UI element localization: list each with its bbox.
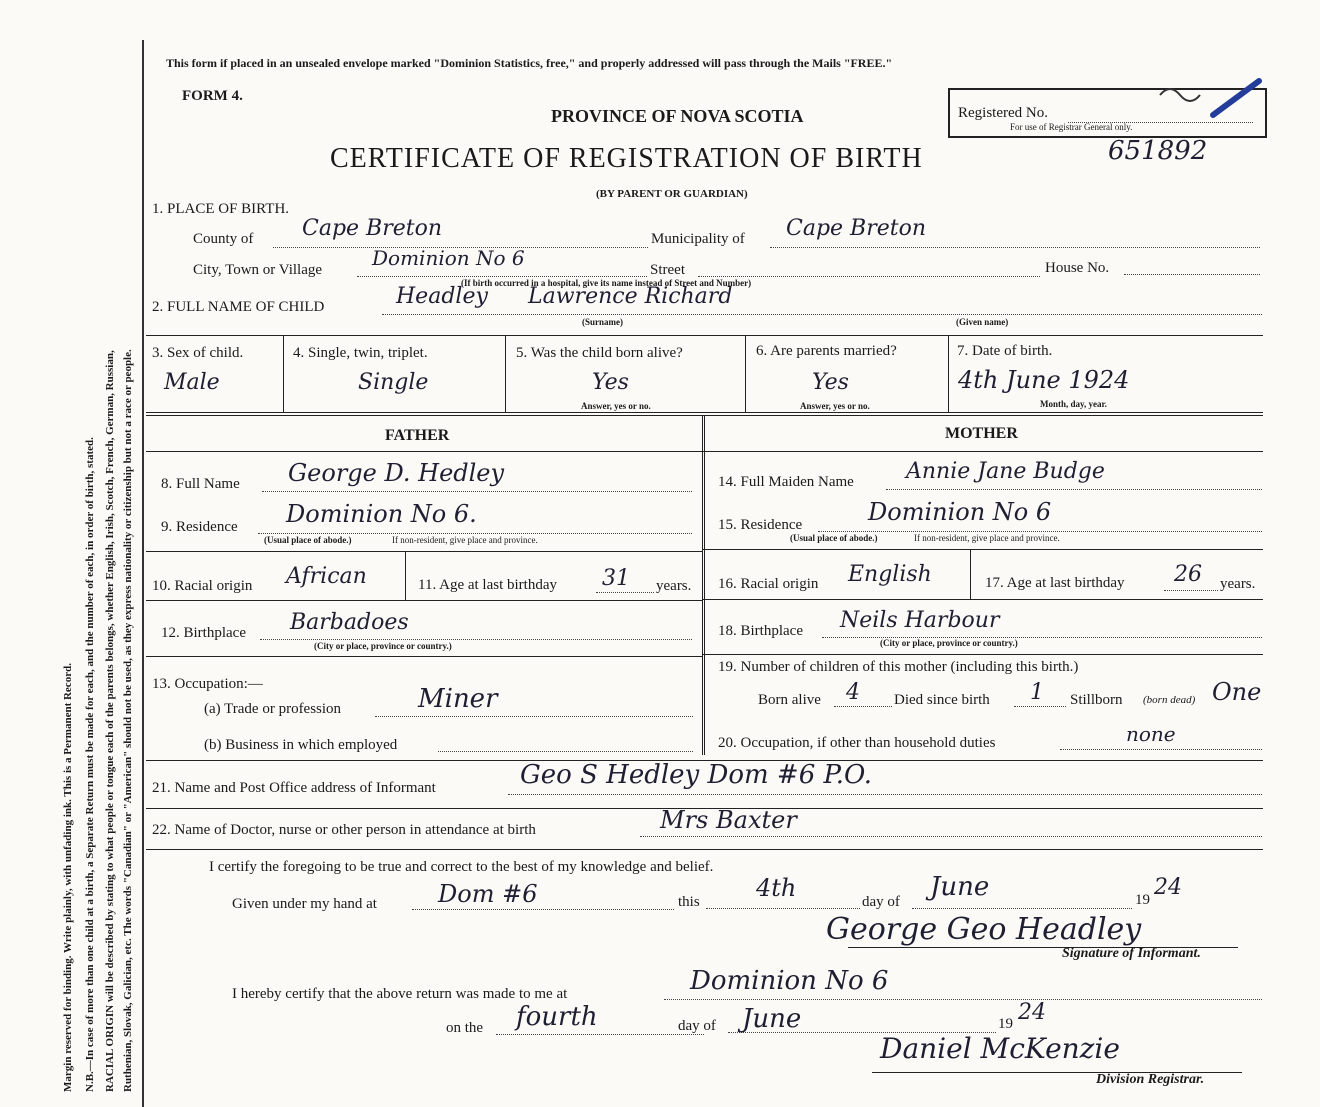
hospital-note: (If birth occurred in a hospital, give its name instead of Street and Number) bbox=[461, 278, 752, 288]
sex-label: 3. Sex of child. bbox=[152, 345, 244, 361]
registrar-day-of-label: day of bbox=[678, 1018, 716, 1034]
mother-name: Annie Jane Budge bbox=[906, 459, 1105, 484]
certification-statement: I certify the foregoing to be true and correct to the best of my knowledge and belief. bbox=[209, 859, 714, 875]
registrar-on-label: on the bbox=[446, 1020, 484, 1036]
mother-residence-caption-a: (Usual place of abode.) bbox=[790, 533, 878, 543]
father-name: George D. Hedley bbox=[288, 459, 505, 487]
father-name-label: 8. Full Name bbox=[161, 476, 240, 492]
mother-birthplace: Neils Harbour bbox=[840, 608, 1000, 633]
surname-caption: (Surname) bbox=[582, 317, 623, 327]
mother-born-alive-label: Born alive bbox=[758, 692, 821, 708]
registrar-caption: Division Registrar. bbox=[1096, 1072, 1205, 1087]
mother-stillborn-note: (born dead) bbox=[1143, 694, 1196, 706]
father-age-years: years. bbox=[656, 578, 692, 594]
mother-birthplace-caption: (City or place, province or country.) bbox=[880, 638, 1018, 648]
mother-name-label: 14. Full Maiden Name bbox=[718, 474, 854, 490]
father-racial: African bbox=[286, 564, 367, 589]
street-label: Street bbox=[650, 262, 685, 278]
dob-caption: Month, day, year. bbox=[1040, 399, 1107, 409]
father-birthplace: Barbadoes bbox=[290, 610, 409, 635]
informant-label: 21. Name and Post Office address of Informant bbox=[152, 780, 436, 796]
dob-value: 4th June 1924 bbox=[958, 366, 1130, 394]
child-given-names: Lawrence Richard bbox=[528, 284, 733, 309]
mother-born-alive: 4 bbox=[846, 680, 860, 705]
father-residence-caption-a: (Usual place of abode.) bbox=[264, 535, 352, 545]
mail-notice: This form if placed in an unsealed envelope marked "Dominion Statistics, free," and properly addressed will pass through the Mails "FREE." bbox=[166, 56, 893, 70]
doctor-label: 22. Name of Doctor, nurse or other person in attendance at birth bbox=[152, 822, 536, 838]
father-birthplace-caption: (City or place, province or country.) bbox=[314, 641, 452, 651]
father-residence-label: 9. Residence bbox=[161, 519, 238, 535]
place-of-birth-label: 1. PLACE OF BIRTH. bbox=[152, 201, 290, 217]
county-value: Cape Breton bbox=[302, 216, 443, 241]
mother-racial-label: 16. Racial origin bbox=[718, 576, 819, 592]
certificate-subtitle: (BY PARENT OR GUARDIAN) bbox=[596, 188, 748, 200]
registrar-mark-icon bbox=[1155, 75, 1265, 120]
city-value: Dominion No 6 bbox=[372, 246, 525, 270]
signature-caption: Signature of Informant. bbox=[1062, 946, 1201, 961]
registration-number: 651892 bbox=[1108, 136, 1208, 166]
given-place: Dom #6 bbox=[438, 880, 538, 908]
married-caption: Answer, yes or no. bbox=[800, 401, 870, 411]
margin-note-4: Ruthenian, Slovak, Galician, etc. The words "Canadian" or "American" should not be used, as they express nationality or citizenship but not a race or people. bbox=[122, 349, 134, 1092]
given-year-suffix: 24 bbox=[1154, 875, 1182, 900]
registered-label: Registered No. bbox=[958, 105, 1048, 121]
dob-label: 7. Date of birth. bbox=[957, 343, 1053, 359]
father-age-label: 11. Age at last birthday bbox=[418, 577, 557, 593]
county-label: County of bbox=[193, 231, 254, 247]
father-occupation-label: 13. Occupation:— bbox=[152, 676, 263, 692]
doctor-value: Mrs Baxter bbox=[660, 806, 797, 834]
registrar-place: Dominion No 6 bbox=[690, 966, 889, 996]
plurality-label: 4. Single, twin, triplet. bbox=[293, 345, 428, 361]
registrar-month: June bbox=[742, 1004, 802, 1034]
mother-died-label: Died since birth bbox=[894, 692, 990, 708]
city-label: City, Town or Village bbox=[193, 262, 323, 278]
mother-occupation: none bbox=[1126, 722, 1176, 746]
mother-age-label: 17. Age at last birthday bbox=[985, 575, 1125, 591]
margin-note-2: N.B.—In case of more than one child at a birth, a Separate Return must be made for each, and the number of each, in order of birth, stated. bbox=[84, 437, 96, 1092]
mother-residence-label: 15. Residence bbox=[718, 517, 803, 533]
mother-occupation-label: 20. Occupation, if other than household duties bbox=[718, 735, 996, 751]
given-caption: (Given name) bbox=[956, 317, 1009, 327]
registered-note: For use of Registrar General only. bbox=[1010, 122, 1133, 132]
father-age: 31 bbox=[602, 566, 630, 591]
given-month: June bbox=[930, 872, 990, 902]
child-surname: Headley bbox=[396, 284, 488, 309]
plurality-value: Single bbox=[358, 370, 429, 395]
mother-age: 26 bbox=[1174, 562, 1202, 587]
municipality-label: Municipality of bbox=[651, 231, 745, 247]
mother-died: 1 bbox=[1030, 680, 1044, 705]
father-residence-caption-b: If non-resident, give place and province. bbox=[392, 535, 538, 545]
born-alive-caption: Answer, yes or no. bbox=[581, 401, 651, 411]
married-value: Yes bbox=[812, 370, 849, 395]
registrar-statement: I hereby certify that the above return was made to me at bbox=[232, 986, 568, 1002]
registrar-year-suffix: 24 bbox=[1018, 1000, 1046, 1025]
given-day: 4th bbox=[756, 874, 797, 902]
sex-value: Male bbox=[164, 370, 220, 395]
binding-line bbox=[142, 40, 144, 1107]
informant-value: Geo S Hedley Dom #6 P.O. bbox=[520, 760, 873, 790]
mother-heading: MOTHER bbox=[945, 425, 1018, 442]
mother-residence: Dominion No 6 bbox=[868, 498, 1052, 526]
mother-stillborn: One bbox=[1212, 678, 1262, 706]
registrar-signature: Daniel McKenzie bbox=[880, 1032, 1120, 1065]
house-label: House No. bbox=[1045, 260, 1110, 276]
certificate-title: CERTIFICATE OF REGISTRATION OF BIRTH bbox=[330, 143, 923, 174]
father-racial-label: 10. Racial origin bbox=[152, 578, 253, 594]
given-year-prefix: 19 bbox=[1135, 892, 1150, 908]
mother-racial: English bbox=[848, 562, 932, 587]
given-label: Given under my hand at bbox=[232, 896, 377, 912]
father-trade-label: (a) Trade or profession bbox=[204, 701, 342, 717]
given-this-label: this bbox=[678, 894, 700, 910]
form-number: FORM 4. bbox=[182, 88, 243, 104]
mother-birthplace-label: 18. Birthplace bbox=[718, 623, 803, 639]
father-birthplace-label: 12. Birthplace bbox=[161, 625, 246, 641]
mother-children-label: 19. Number of children of this mother (including this birth.) bbox=[718, 659, 1079, 675]
mother-stillborn-label: Stillborn bbox=[1070, 692, 1123, 708]
registrar-day: fourth bbox=[516, 1002, 598, 1032]
married-label: 6. Are parents married? bbox=[756, 343, 897, 359]
father-business-label: (b) Business in which employed bbox=[204, 737, 398, 753]
mother-age-years: years. bbox=[1220, 576, 1256, 592]
given-day-of-label: day of bbox=[862, 894, 900, 910]
father-heading: FATHER bbox=[385, 427, 450, 444]
registrar-year-prefix: 19 bbox=[998, 1016, 1013, 1032]
mother-residence-caption-b: If non-resident, give place and province. bbox=[914, 533, 1060, 543]
child-name-label: 2. FULL NAME OF CHILD bbox=[152, 299, 325, 315]
province-heading: PROVINCE OF NOVA SCOTIA bbox=[551, 106, 804, 126]
municipality-value: Cape Breton bbox=[786, 216, 927, 241]
informant-signature: George Geo Headley bbox=[826, 912, 1142, 947]
father-residence: Dominion No 6. bbox=[286, 500, 477, 528]
margin-note-3: RACIAL ORIGIN will be described by stating to what people or tongue each of the parents belongs, whether English, Irish, Scotch, French, German, Russian, bbox=[104, 350, 116, 1092]
margin-note-1: Margin reserved for binding. Write plainly, with unfading ink. This is a Permanent Record. bbox=[62, 663, 74, 1092]
born-alive-label: 5. Was the child born alive? bbox=[516, 345, 683, 361]
father-trade: Miner bbox=[418, 684, 498, 714]
born-alive-value: Yes bbox=[592, 370, 629, 395]
